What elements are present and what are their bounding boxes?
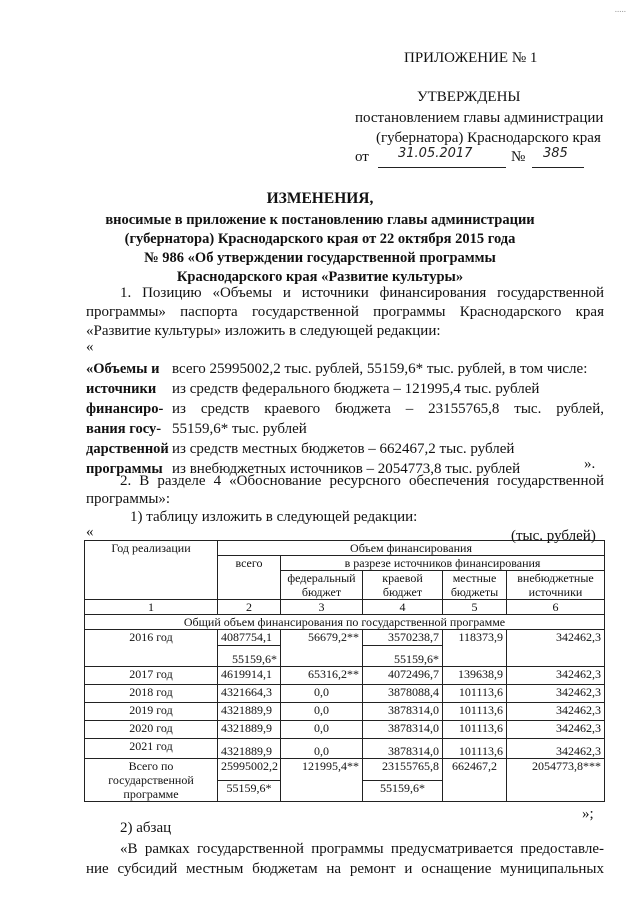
para2-line-2: программы»:: [86, 491, 171, 507]
passport-label-line: «Объемы и: [86, 361, 160, 377]
approved-label: УТВЕРЖДЕНЫ: [417, 89, 521, 105]
cell-total: 4321889,9: [218, 703, 281, 721]
title-line-4: № 986 «Об утверждении государственной программы: [144, 250, 496, 266]
passport-values: [172, 359, 604, 479]
header-sources: в разрезе источников финансирования: [281, 556, 605, 571]
passport-value-line: 55159,6* тыс. рублей: [172, 421, 307, 437]
para2-line-3: 1) таблицу изложить в следующей редакции:: [130, 509, 418, 525]
column-number: 4: [363, 600, 443, 615]
total-extra: 2054773,8***: [507, 759, 605, 802]
para1-line-1: 1. Позицию «Объемы и источники финансирования государственной: [120, 285, 604, 301]
passport-label-line: вания госу-: [86, 421, 162, 437]
cell-total: 4619914,1: [218, 667, 281, 685]
header-volume: Объем финансирования: [218, 541, 605, 556]
cell-federal: 0,0: [281, 721, 363, 739]
total-regional-extra: 55159,6*: [363, 780, 443, 802]
table-row: [85, 703, 605, 721]
total-regional: 23155765,8: [363, 759, 443, 781]
cell-total: 4321664,3: [218, 685, 281, 703]
cell-regional: 3878314,0: [363, 721, 443, 739]
passport-label-line: дарственной: [86, 441, 169, 457]
cell-total-extra: 55159,6*: [218, 646, 281, 667]
passport-value-line: всего 25995002,2 тыс. рублей, 55159,6* тыс. рублей, в том числе:: [172, 361, 588, 377]
cell-total: 4321889,9: [218, 739, 281, 759]
cell-local: 101113,6: [443, 703, 507, 721]
cell-federal: 65316,2**: [281, 667, 363, 685]
cell-extra: 342462,3: [507, 703, 605, 721]
cell-year: 2018 год: [85, 685, 218, 703]
cell-federal: 56679,2**: [281, 630, 363, 667]
total-local: 662467,2: [443, 759, 507, 802]
column-number-row: [85, 600, 605, 615]
passport-label-line: программы: [86, 461, 163, 477]
title-line-5: Краснодарского края «Развитие культуры»: [176, 269, 464, 285]
passport-value-line: из средств краевого бюджета – 23155765,8 тыс. рублей,: [172, 401, 604, 417]
para1-open-quote: «: [86, 339, 94, 355]
cell-regional: 3878314,0: [363, 703, 443, 721]
cell-extra: 342462,3: [507, 739, 605, 759]
cell-regional: 3570238,7: [363, 630, 443, 646]
total-total-extra: 55159,6*: [218, 780, 281, 802]
cell-local: 101113,6: [443, 685, 507, 703]
cell-federal: 0,0: [281, 739, 363, 759]
table-units: (тыс. рублей): [511, 528, 596, 544]
approval-line-1: постановлением главы администрации: [355, 110, 604, 126]
passport-value-line: из внебюджетных источников – 2054773,8 тыс. рублей: [172, 461, 521, 477]
page-corner-mark: .....: [614, 4, 626, 14]
column-number: 1: [85, 600, 218, 615]
column-number: 3: [281, 600, 363, 615]
section-title: Общий объем финансирования по государственной программе: [85, 615, 605, 630]
cell-regional: 3878088,4: [363, 685, 443, 703]
para3-line-3: ние субсидий местным бюджетам на ремонт и оснащение муниципальных: [86, 861, 604, 877]
header-local: местные бюджеты: [443, 571, 507, 600]
table-row: [85, 685, 605, 703]
column-number: 2: [218, 600, 281, 615]
cell-local: 101113,6: [443, 739, 507, 759]
cell-year: 2019 год: [85, 703, 218, 721]
para3-line-1: 2) абзац: [120, 820, 172, 836]
header-total: всего: [218, 556, 281, 600]
cell-federal: 0,0: [281, 703, 363, 721]
header-federal: федеральный бюджет: [281, 571, 363, 600]
number-underline: [532, 167, 584, 168]
para2-line-1: 2. В разделе 4 «Обоснование ресурсного обеспечения государственной: [120, 473, 604, 489]
cell-local: 118373,9: [443, 630, 507, 667]
date-value: 31.05.2017: [398, 146, 473, 161]
table-row: [85, 721, 605, 739]
para1-line-3: «Развитие культуры» изложить в следующей редакции:: [86, 323, 441, 339]
cell-regional: 3878314,0: [363, 739, 443, 759]
header-year: Год реализации: [85, 541, 218, 600]
column-number: 6: [507, 600, 605, 615]
cell-regional-extra: 55159,6*: [363, 646, 443, 667]
column-number: 5: [443, 600, 507, 615]
cell-year: 2021 год: [85, 739, 218, 759]
appendix-label: ПРИЛОЖЕНИЕ № 1: [404, 50, 538, 66]
cell-extra: 342462,3: [507, 685, 605, 703]
financing-table: [84, 540, 605, 802]
header-extra: внебюджетные источники: [507, 571, 605, 600]
cell-local: 139638,9: [443, 667, 507, 685]
passport-label-line: источники: [86, 381, 157, 397]
date-from-label: от: [355, 149, 369, 165]
table-row: [85, 667, 605, 685]
passport-label-line: финансиро-: [86, 401, 164, 417]
passport-close-quote: ».: [584, 456, 596, 472]
total-total: 25995002,2: [218, 759, 281, 781]
cell-year: 2016 год: [85, 630, 218, 667]
approval-line-2: (губернатора) Краснодарского края: [376, 130, 601, 146]
table-row: [85, 630, 605, 646]
title-line-3: (губернатора) Краснодарского края от 22 октября 2015 года: [124, 231, 516, 247]
number-label: №: [511, 149, 526, 165]
cell-extra: 342462,3: [507, 667, 605, 685]
passport-labels: [86, 359, 169, 479]
cell-local: 101113,6: [443, 721, 507, 739]
cell-total: 4321889,9: [218, 721, 281, 739]
para2-open-quote: «: [86, 524, 94, 540]
table-row: [85, 739, 605, 759]
cell-year: 2017 год: [85, 667, 218, 685]
total-label: Всего по государственной программе: [85, 759, 218, 802]
total-row: [85, 759, 605, 781]
cell-extra: 342462,3: [507, 630, 605, 667]
passport-value-line: из средств местных бюджетов – 662467,2 тыс. рублей: [172, 441, 515, 457]
doc-title: ИЗМЕНЕНИЯ,: [266, 190, 374, 207]
cell-extra: 342462,3: [507, 721, 605, 739]
title-line-2: вносимые в приложение к постановлению главы администрации: [105, 212, 535, 228]
cell-federal: 0,0: [281, 685, 363, 703]
number-value: 385: [543, 146, 568, 161]
table-header-row: [85, 541, 605, 556]
para3-line-2: «В рамках государственной программы предусматривается предоставле-: [120, 841, 604, 857]
header-regional: краевой бюджет: [363, 571, 443, 600]
passport-value-line: из средств федерального бюджета – 121995,4 тыс. рублей: [172, 381, 540, 397]
para1-line-2: программы» паспорта государственной программы Краснодарского края: [86, 304, 604, 320]
total-federal: 121995,4**: [281, 759, 363, 802]
table-close-quote: »;: [582, 806, 594, 822]
date-underline: [378, 167, 506, 168]
section-row: [85, 615, 605, 630]
cell-year: 2020 год: [85, 721, 218, 739]
cell-total: 4087754,1: [218, 630, 281, 646]
cell-regional: 4072496,7: [363, 667, 443, 685]
